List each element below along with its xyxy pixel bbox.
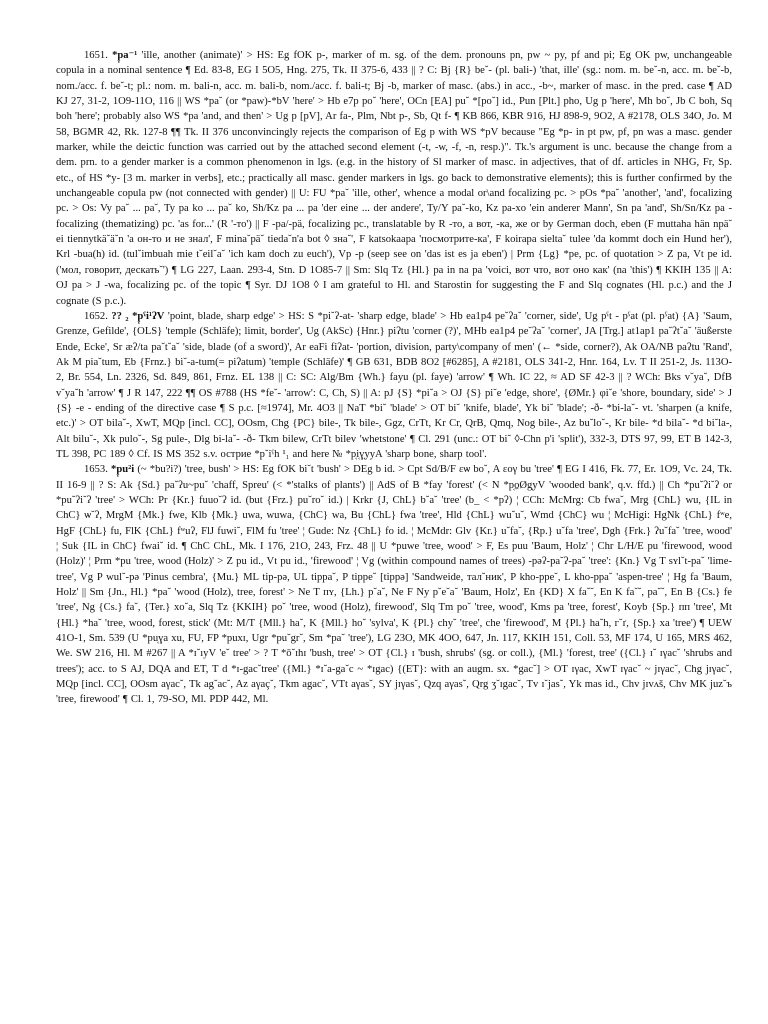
entry-1653	[56, 462, 732, 708]
entry-body: 'point, blade, sharp edge' > HS: S *pi˘ʔ-at- 'sharp edge, blade' > Hb ea1p4 pe˘ʔa˘ 'corner, side', Ug pˁt - pˁat (pl. pˁat) {A} 'Saum, Grenze, Gefilde', {OLS} 'temple (Schläfe); limit, border', Ug (AkSc) {Hnr.} piʔtu 'corner (?)', MHb ea1p4 pe˘ʔa˘ 'corner', JA [Trg.] at1ap1 pa˘ʔt˘a˘ 'äußerste Ende, Ecke', Sr æʔ/ta pa˘t˘a˘ 'side, blade (of a sword)', Ar eaFi fiʔat- 'portion, division, party\company of men' (← *side, corner?), Ak OA/NB paʔtu 'Rand', Ak M pia˘tum, Eb {Frnz.} bi˘-a-tum(= piʔatum) 'temple (Schläfe)' ¶ GB 631, BDB 8O2 [#6285], A #2181, OLS 341-2, Hnr. 164, Lv. T II 251-2, Js. 113O-2, Br. 554, Ln. 2326, Sd. 849, 861, Frnz. EL 138 || C: SC: Alg/Bm {Wh.} fayu (pl. faye) 'arrow' ¶ Wh. IC 22, ≈ AD SF 42-3 || ? WCh: Bks v˘ya˘, DfB v˘ya˘h 'arrow' ¶ J R 147, 222 ¶¶ OS #788 (HS *fe˘- 'arrow': C, Ch, S) || A: pJ {S} *pi˘a > OJ {S} pi˘e 'edge, shore', {ØMr.} φi˘e 'shore, boundary, side' > J {S} -e - ending of the directive case ¶ S p.c. [≈1974], Mr. 4O3 || NaT *bi˘ 'blade' > OT bi˘ 'knife, blade', Yk bi˘ 'blade'; -ð- *bi-la˘- vt. 'sharpen (a knife, etc.)' > OT bila˘-, XwT, MQp [incl. CC], OOsm, Chg {PC} bile-, Tk bile-, Ggz, CrTt, Kr Cr, QrB, Qmq, Nog bile-, Az bu˘lo˘-, Kr bile- *d bila˘- *d bi˘la-, Alt bilu˘-, Xk pulo˘-, Sg pule-, Dlg bi-la˘- -ð- Tkm bilew, CrTt bilev 'whetstone' ¶ Cl. 291 (unc.: OT bi˘ ◊-Chn p'i 'split'), 332-3, DTS 97, 99, ET B 142-3, TL 398, PC 189 ◊ Cf. IS MS 352 s.v. острие *p˘iˁh ¹₁ and here № *p͔i͔ɣ͔yyA 'sharp bone, sharp tool'.	[56, 310, 732, 460]
entry-headword: *p͔u²i	[111, 464, 135, 476]
entry-body: (~ *bu?i?) 'tree, bush' > HS: Eg fOK bi˘t 'bush' > DEg b id. > Cpt Sd/B/F ɛѡ bo˘, A ɛoγ bu 'tree' ¶ EG I 416, Fk. 77, Er. 1O9, Vc. 24, Tk. II 16-9 || ? S: Ak {Sd.} pa˘ʔu~pu˘ 'chaff, Spreu' (< *'stalks of plants') || AdS of B *fay 'forest' (< N *p͔o̱Øg͔yV 'wooded bank', q.v. ffd.) || Ch *pu˘ʔi˘ʔ or *pu˘ʔi˘ʔ 'tree' > WCh: Pr {Kr.} fuuo˘ʔ id. (but {Frz.} pu˘ro˘ id.) | Krkr {J, ChL} b˘a˘ 'tree' (b_ < *pʔ) ¦ CCh: McMrg: Cb fwa˘, Mrg {ChL} wu, {IL in ChC} ѡ˘ʔ, MrgM {Mk.} fwe, Klb {Mk.} uwa, wuwa, {ChC} wa, Bu {ChL} fwa 'tree', Hld {ChL} wu˘u˘, Wmd {ChC} wu ¦ McHigi: HgNk {ChL} fʷe, HgF {ChL} fu, FlK {ChL} fʷuʔ, FlJ fuwi˘, FlM fu 'tree' ¦ Gude: Nz {ChL} fo id. ¦ McMdr: Glv {Kr.} u˘fa˘, {Rp.} u˘fa 'tree', Dgh {Frk.} ʔu˘fa˘ 'tree, wood' ¦ Suk {IL in ChC} fwai˘ id. ¶ ChC ChL, Mk. I 176, 21O, 243, Frz. 48 || U *puwe 'tree, wood' > F, Es puu 'Baum, Holz' ¦ Chr L/H/E pu 'firewood, wood (Holz)' ¦ Prm *pu 'tree, wood (Holz)' > Z pu id., Vt pu id., 'firewood' ¦ Vg (within compound names of trees) -pəʔ-pa˘ʔ-pa˘ 'tree': {Kn.} Vg T sʏl˘t-pa˘ 'lime-tree', Vg P wul˘-pə 'Pinus cembra', {Mu.} ML tip-pə, UL tippa˘, P tippe˘ [tippə] 'Sandweide, тал˘ник', P kho-ppe˘, L kho-ppa˘ 'aspen-tree' ¦ Hg fa 'Baum, Holz' || Sm {Jn., Hl.} *pa˘ 'wood (Holz), tree, forest' > Ne T пʏ, {Lh.} p˘a˘, Ne F Ny p˘e˘a˘ 'Baum, Holz', En {KD} X fa˘˘, En K fa˘˘, pa˘˘, En B {Cs.} fe 'tree', Ng {Cs.} fa˘, {Ter.} xo˘a, Slq Tz {KKIH} po˘ 'tree, wood (Holz), firewood', Slq Tm po˘ 'tree, wood', Kms pa 'tree, forest', Koyb {Sp.} пп 'tree', Mt {Hl.} *ha˘ 'tree, wood, forest, stick' (Mt: M/T {Mll.} ha˘, K {Mll.} ho˘ 'sylva', K {Pl.} chy˘ 'tree', che 'firewood', M {Pl.} ha˘h, г˘ґ, {Sp.} xa 'tree') ¶ UEW 41O-1, Sm. 539 (U *pu͔ɣa xu, FU, FP *puxɪ, Ugr *pu˘gr˘, Sm *pa˘ 'tree'), LG 23O, MK 4OO, 647, Jn. 117, KKIH 151, Coll. 53, MF 174, U 165, MRS 462, We. SW 216, Hl. M #267 || A *ɪ˘ıyV 'e˘ tree' > ? T *ō˘ɪhɪ 'bush, tree' > OT {Cl.} ɪ 'bush, shrubs' (sg. or coll.), {Ml.} 'forest, tree' ({Cl.} ɪ˘ ɪγac˘ 'shrubs and trees'); acc. to S AJ, DQA and ET, T d *ɪ-gac˘tree' ({Ml.} *ɪ˘a-ga˘c ~ *ɪgac) {(ET}: with an augm. sx. *gac˘] > OT ɪγac, XwT ɪγac˘ ~ jɪγac˘, Chg jɪγac˘, MQp [incl. CC], OOsm aγac˘, Tk ag˘ac˘, Az aγaç˘, Tkm agac˘, VTt aγas˘, SY jɪγas˘, Qzq aγas˘, Qrg ʒ˘ɪgac˘, Tv ɪ˘jas˘, Yk mas id., Chv jɪvʌš, Chv MK juz˘ъ 'tree, firewood' ¶ Cl. 1, 79-SO, Ml. PDP 442, Ml.	[56, 464, 732, 706]
entry-number: 1652.	[84, 310, 108, 322]
entry-headword: ?? ₂ *p͔ˁi¹ʔV	[111, 310, 165, 322]
entry-number: 1653.	[84, 464, 108, 476]
entry-1652	[56, 309, 732, 462]
entry-number: 1651.	[84, 50, 108, 61]
entry-headword: *p͔a⁻¹	[112, 50, 138, 61]
entry-body: 'ille, another (animate)' > HS: Eg fOK p-, marker of m. sg. of the dem. pronouns pn, pw ~ py, pf and pi; Eg OK pw, unchangeable copula in a nominal sentence ¶ Ed. 83-8, EG I 5O5, Hng. 275, Tk. II 375-6, 433 || ? C: Bj {R} be˘- (pl. bali-) 'that, ille' (sg.: nom. m. be˘-n, acc. m. be˘-b, nom./acc. f. be˘-t; pl.: nom. m. bali-n, acc. m. bali-b, nom./acc. f. bali-t; Bj -b, marker of masc. (abs.) in acc., -b~, marker of masc. in the pred. case ¶ AD KJ 27, 31-2, 1O9-11O, 116 || WS *pa˘ (or *paw)-*bV 'here' > Hb e7p po˘ 'here', OCn [EA] pu˘ *[po˘] id., Pun [Plt.] pho, Ug p 'here', Mh bo˘, Jb C boh, Sq boh 'here'; probably also WS *pa 'and, and then' > Ug p [pV], Ar fa-, Plm, Nbt p-, Sb, Qt f- ¶ KB 866, KBR 916, HJ 898-9, 9O2, A #2178, OLS 34O, Jo. M 58, BGMR 42, Rk. 127-8 ¶¶ Tk. II 376 unconvincingly rejects the comparison of Eg p with WS *pV because "Eg *p- in pt pw, pf, pn was a masc. gender marker, while the deictic function was carried out by the attached second element (-t, -w, -f, -n, resp.)". Tk.'s argument is unc. because the change from a dem. prn. to a gender marker is a common phenomenon in lgs. (e.g. in the history of Sl marker of masc. in adjectives, that of df. articles in NHG, Fr, Sp. etc., of HS *y- [3 m. marker in verbs], etc.; practically all masc. gender markers in lgs. go back to demonstrative elements); this is further confirmed by the unchangeable copula pw (not connected with gender) || U: FU *pa˘ 'ille, other', whence a modal or\and focalizing pc. > pOs *pa˘ 'another', 'and', focalizing pc. > Os: Vy pa˘ ... pa˘, Ty pa ko ... pa˘ ko, Sh/Kz pa ... pa 'der eine ... der andere', Ty/Y pa˘-ko, Kz pa-xo 'ein anderer Mann', Sn pa 'and', Sh/Sn/Kz pa - focalizing (thematizing) pc. 'as for...' (R '-то') || F -pa/-pä, focalizing pc., translatable by R -то, а вот, -ка, же or by German doch, eben (F muttaha hän npä˘ ei tiennytkä˘ä˘n 'а он-то и не знал', F mina˘pä˘ tieda˘n'a bot ◊ зна˘', F katsokaapa 'посмотрите-ка', F koiraрa sielta˘ tulee 'da kommt doch ein Hund her'), Krl -bua(h) id. (tul˘imbuah mie t˘eil˘a˘ 'ich kam doch zu euch'), Vp -p (seep see on 'das ist es ja eben') | Prm {Lg} *pe, pc. of quotation > Z pa, Vt pe id. ('мол, говорит, дескать˘') ¶ LG 227, Laan. 293-4, Stn. D 1O85-7 || Sm: Slq Tz {Hl.} pa in na pa 'voici, вот что, вот оно как' (na 'this') ¶ KKIH 135 || A: OJ pa > J -wa, focalizing pc. of the topic ¶ Syr. DJ 1O8 ◊ I am grateful to Hl. and Starostin for suggesting the F and Slq cognates (Hl. p.c.) and the J cognate (S p.c.).	[56, 50, 732, 307]
entry-1651	[56, 48, 732, 309]
dictionary-page	[56, 48, 732, 1008]
